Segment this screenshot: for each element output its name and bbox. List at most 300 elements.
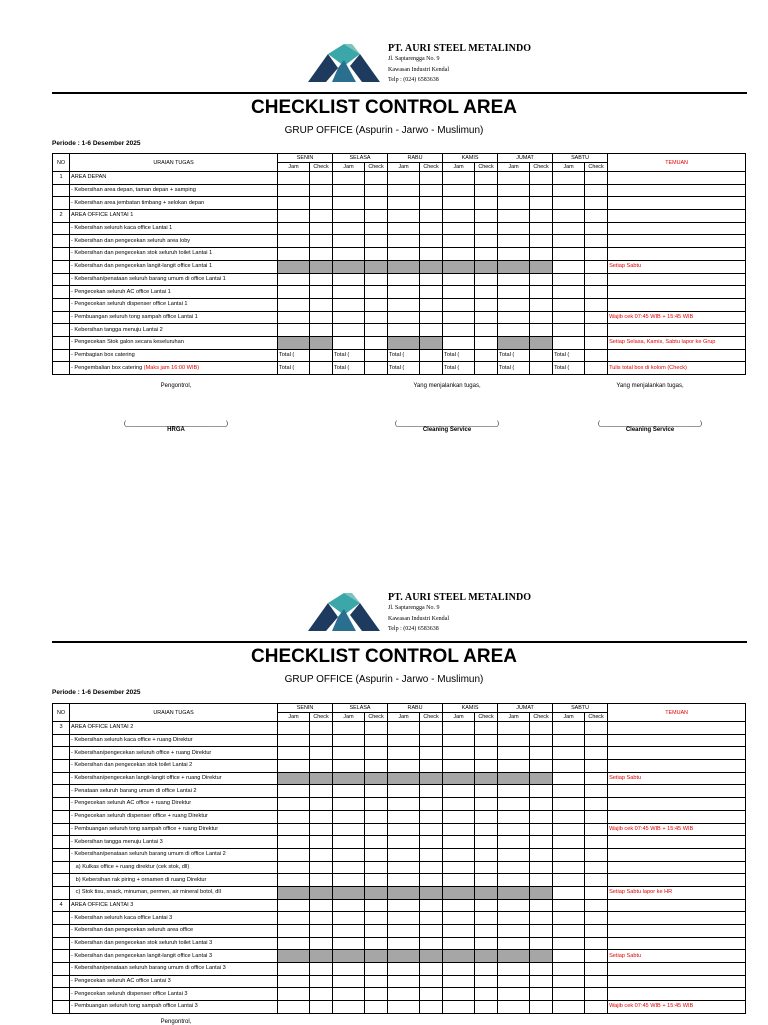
check-cell[interactable] bbox=[310, 286, 333, 299]
finding-cell[interactable] bbox=[608, 747, 746, 760]
check-cell[interactable] bbox=[530, 248, 553, 261]
check-cell[interactable] bbox=[530, 1001, 553, 1014]
check-cell[interactable] bbox=[585, 747, 608, 760]
finding-cell[interactable] bbox=[608, 836, 746, 849]
check-cell[interactable] bbox=[498, 963, 530, 976]
check-cell[interactable] bbox=[530, 848, 553, 861]
check-cell[interactable] bbox=[585, 785, 608, 798]
check-cell[interactable] bbox=[443, 298, 475, 311]
check-cell[interactable] bbox=[388, 273, 420, 286]
check-cell[interactable] bbox=[388, 734, 420, 747]
check-cell[interactable] bbox=[553, 848, 585, 861]
check-cell[interactable] bbox=[388, 1001, 420, 1014]
check-cell[interactable] bbox=[388, 988, 420, 1001]
finding-cell[interactable] bbox=[608, 874, 746, 887]
check-cell[interactable] bbox=[333, 184, 365, 197]
check-cell[interactable] bbox=[553, 886, 585, 899]
check-cell[interactable] bbox=[310, 222, 333, 235]
check-cell[interactable] bbox=[310, 988, 333, 1001]
check-cell[interactable] bbox=[498, 874, 530, 887]
finding-cell[interactable] bbox=[608, 248, 746, 261]
finding-cell[interactable] bbox=[608, 937, 746, 950]
check-cell[interactable] bbox=[443, 235, 475, 248]
finding-cell[interactable]: Tulis total box di kolom (Check) bbox=[608, 362, 746, 375]
check-cell[interactable] bbox=[585, 886, 608, 899]
check-cell[interactable] bbox=[310, 937, 333, 950]
check-cell[interactable] bbox=[530, 184, 553, 197]
check-cell[interactable] bbox=[310, 734, 333, 747]
finding-cell[interactable] bbox=[608, 975, 746, 988]
check-cell[interactable] bbox=[443, 823, 475, 836]
check-cell[interactable] bbox=[278, 298, 310, 311]
check-cell[interactable] bbox=[585, 861, 608, 874]
check-cell[interactable] bbox=[475, 798, 498, 811]
check-cell[interactable] bbox=[475, 222, 498, 235]
check-cell[interactable] bbox=[585, 772, 608, 785]
check-cell[interactable] bbox=[278, 963, 310, 976]
check-cell[interactable] bbox=[475, 899, 498, 912]
check-cell[interactable] bbox=[333, 722, 365, 735]
check-cell[interactable] bbox=[278, 861, 310, 874]
check-cell[interactable] bbox=[365, 874, 388, 887]
finding-cell[interactable] bbox=[608, 197, 746, 210]
check-cell[interactable] bbox=[498, 1001, 530, 1014]
finding-cell[interactable] bbox=[608, 988, 746, 1001]
check-cell[interactable] bbox=[475, 975, 498, 988]
check-cell[interactable] bbox=[475, 172, 498, 185]
check-cell[interactable] bbox=[498, 298, 530, 311]
check-cell[interactable] bbox=[553, 747, 585, 760]
check-cell[interactable] bbox=[475, 734, 498, 747]
check-cell[interactable] bbox=[585, 336, 608, 349]
check-cell[interactable] bbox=[475, 988, 498, 1001]
check-cell[interactable] bbox=[475, 747, 498, 760]
check-cell[interactable] bbox=[333, 848, 365, 861]
check-cell[interactable] bbox=[333, 975, 365, 988]
check-cell[interactable] bbox=[278, 798, 310, 811]
check-cell[interactable] bbox=[420, 963, 443, 976]
check-cell[interactable] bbox=[333, 222, 365, 235]
check-cell[interactable] bbox=[475, 785, 498, 798]
check-cell[interactable] bbox=[530, 324, 553, 337]
check-cell[interactable] bbox=[475, 912, 498, 925]
check-cell[interactable] bbox=[310, 874, 333, 887]
check-cell[interactable] bbox=[420, 734, 443, 747]
check-cell[interactable] bbox=[475, 1001, 498, 1014]
check-cell[interactable] bbox=[475, 324, 498, 337]
check-cell[interactable] bbox=[420, 760, 443, 773]
check-cell[interactable] bbox=[388, 975, 420, 988]
check-cell[interactable] bbox=[553, 336, 585, 349]
check-cell[interactable] bbox=[475, 248, 498, 261]
check-cell[interactable] bbox=[310, 836, 333, 849]
check-cell[interactable] bbox=[333, 925, 365, 938]
check-cell[interactable] bbox=[498, 798, 530, 811]
finding-cell[interactable]: Setiap Sabtu bbox=[608, 260, 746, 273]
check-cell[interactable] bbox=[388, 836, 420, 849]
check-cell[interactable] bbox=[278, 975, 310, 988]
check-cell[interactable] bbox=[530, 235, 553, 248]
check-cell[interactable] bbox=[443, 760, 475, 773]
check-cell[interactable] bbox=[553, 1001, 585, 1014]
check-cell[interactable] bbox=[553, 925, 585, 938]
check-cell[interactable] bbox=[475, 197, 498, 210]
check-cell[interactable] bbox=[585, 912, 608, 925]
check-cell[interactable] bbox=[420, 235, 443, 248]
check-cell[interactable] bbox=[443, 222, 475, 235]
check-cell[interactable] bbox=[310, 197, 333, 210]
check-cell[interactable] bbox=[420, 874, 443, 887]
check-cell[interactable] bbox=[585, 874, 608, 887]
check-cell[interactable] bbox=[498, 747, 530, 760]
check-cell[interactable] bbox=[388, 963, 420, 976]
check-cell[interactable] bbox=[333, 298, 365, 311]
check-cell[interactable] bbox=[388, 311, 420, 324]
check-cell[interactable] bbox=[530, 836, 553, 849]
finding-cell[interactable] bbox=[608, 925, 746, 938]
check-cell[interactable] bbox=[553, 324, 585, 337]
check-cell[interactable] bbox=[498, 912, 530, 925]
check-cell[interactable] bbox=[365, 286, 388, 299]
check-cell[interactable] bbox=[278, 210, 310, 223]
check-cell[interactable] bbox=[388, 760, 420, 773]
finding-cell[interactable] bbox=[608, 235, 746, 248]
check-cell[interactable] bbox=[278, 785, 310, 798]
check-cell[interactable] bbox=[388, 810, 420, 823]
check-cell[interactable] bbox=[443, 286, 475, 299]
check-cell[interactable] bbox=[365, 324, 388, 337]
check-cell[interactable] bbox=[333, 785, 365, 798]
check-cell[interactable] bbox=[530, 172, 553, 185]
check-cell[interactable] bbox=[388, 197, 420, 210]
check-cell[interactable] bbox=[553, 874, 585, 887]
check-cell[interactable] bbox=[443, 925, 475, 938]
check-cell[interactable] bbox=[333, 1001, 365, 1014]
check-cell[interactable] bbox=[420, 810, 443, 823]
check-cell[interactable] bbox=[585, 222, 608, 235]
check-cell[interactable] bbox=[278, 235, 310, 248]
total-cell[interactable]: Total ( bbox=[498, 362, 530, 375]
check-cell[interactable] bbox=[553, 248, 585, 261]
check-cell[interactable] bbox=[498, 988, 530, 1001]
check-cell[interactable] bbox=[310, 848, 333, 861]
check-cell[interactable] bbox=[310, 861, 333, 874]
check-cell[interactable] bbox=[388, 222, 420, 235]
check-cell[interactable] bbox=[443, 836, 475, 849]
check-cell[interactable] bbox=[443, 722, 475, 735]
check-cell[interactable] bbox=[553, 912, 585, 925]
check-cell[interactable] bbox=[498, 184, 530, 197]
check-cell[interactable] bbox=[365, 975, 388, 988]
check-cell[interactable] bbox=[530, 874, 553, 887]
check-cell[interactable] bbox=[365, 836, 388, 849]
check-cell[interactable] bbox=[365, 988, 388, 1001]
check-cell[interactable] bbox=[420, 286, 443, 299]
check-cell[interactable] bbox=[365, 298, 388, 311]
check-cell[interactable] bbox=[420, 184, 443, 197]
check-cell[interactable] bbox=[475, 362, 498, 375]
check-cell[interactable] bbox=[585, 298, 608, 311]
check-cell[interactable] bbox=[388, 210, 420, 223]
check-cell[interactable] bbox=[278, 937, 310, 950]
total-cell[interactable]: Total ( bbox=[443, 362, 475, 375]
check-cell[interactable] bbox=[310, 798, 333, 811]
check-cell[interactable] bbox=[278, 760, 310, 773]
check-cell[interactable] bbox=[585, 823, 608, 836]
check-cell[interactable] bbox=[530, 197, 553, 210]
finding-cell[interactable]: Wajib cek 07:45 WIB + 15:45 WIB bbox=[608, 311, 746, 324]
check-cell[interactable] bbox=[365, 798, 388, 811]
check-cell[interactable] bbox=[365, 222, 388, 235]
check-cell[interactable] bbox=[530, 785, 553, 798]
check-cell[interactable] bbox=[310, 324, 333, 337]
check-cell[interactable] bbox=[443, 810, 475, 823]
check-cell[interactable] bbox=[278, 848, 310, 861]
check-cell[interactable] bbox=[278, 197, 310, 210]
check-cell[interactable] bbox=[498, 925, 530, 938]
check-cell[interactable] bbox=[498, 286, 530, 299]
check-cell[interactable] bbox=[333, 988, 365, 1001]
check-cell[interactable] bbox=[585, 899, 608, 912]
check-cell[interactable] bbox=[420, 823, 443, 836]
check-cell[interactable] bbox=[553, 222, 585, 235]
check-cell[interactable] bbox=[553, 798, 585, 811]
check-cell[interactable] bbox=[475, 336, 498, 349]
check-cell[interactable] bbox=[365, 197, 388, 210]
check-cell[interactable] bbox=[278, 747, 310, 760]
check-cell[interactable] bbox=[278, 874, 310, 887]
check-cell[interactable] bbox=[530, 810, 553, 823]
finding-cell[interactable] bbox=[608, 848, 746, 861]
check-cell[interactable] bbox=[585, 172, 608, 185]
check-cell[interactable] bbox=[585, 836, 608, 849]
check-cell[interactable] bbox=[498, 734, 530, 747]
check-cell[interactable] bbox=[420, 197, 443, 210]
check-cell[interactable] bbox=[443, 172, 475, 185]
check-cell[interactable] bbox=[388, 248, 420, 261]
check-cell[interactable] bbox=[475, 925, 498, 938]
check-cell[interactable] bbox=[420, 298, 443, 311]
check-cell[interactable] bbox=[553, 273, 585, 286]
check-cell[interactable] bbox=[498, 197, 530, 210]
check-cell[interactable] bbox=[498, 785, 530, 798]
check-cell[interactable] bbox=[420, 722, 443, 735]
check-cell[interactable] bbox=[475, 286, 498, 299]
check-cell[interactable] bbox=[553, 937, 585, 950]
check-cell[interactable] bbox=[553, 210, 585, 223]
check-cell[interactable] bbox=[475, 184, 498, 197]
check-cell[interactable] bbox=[530, 963, 553, 976]
check-cell[interactable] bbox=[310, 925, 333, 938]
finding-cell[interactable]: Setiap Selasa, Kamis, Sabtu lapor ke Grup bbox=[608, 336, 746, 349]
total-cell[interactable]: Total ( bbox=[443, 349, 475, 362]
check-cell[interactable] bbox=[498, 210, 530, 223]
finding-cell[interactable] bbox=[608, 760, 746, 773]
check-cell[interactable] bbox=[585, 248, 608, 261]
check-cell[interactable] bbox=[388, 722, 420, 735]
check-cell[interactable] bbox=[475, 836, 498, 849]
check-cell[interactable] bbox=[530, 760, 553, 773]
check-cell[interactable] bbox=[365, 760, 388, 773]
check-cell[interactable] bbox=[475, 210, 498, 223]
check-cell[interactable] bbox=[388, 937, 420, 950]
check-cell[interactable] bbox=[388, 785, 420, 798]
finding-cell[interactable]: Setiap Sabtu lapor ke HR bbox=[608, 886, 746, 899]
check-cell[interactable] bbox=[310, 184, 333, 197]
check-cell[interactable] bbox=[278, 734, 310, 747]
check-cell[interactable] bbox=[333, 273, 365, 286]
finding-cell[interactable] bbox=[608, 172, 746, 185]
check-cell[interactable] bbox=[333, 810, 365, 823]
check-cell[interactable] bbox=[585, 273, 608, 286]
check-cell[interactable] bbox=[530, 298, 553, 311]
check-cell[interactable] bbox=[475, 760, 498, 773]
check-cell[interactable] bbox=[333, 248, 365, 261]
check-cell[interactable] bbox=[333, 874, 365, 887]
check-cell[interactable] bbox=[553, 722, 585, 735]
check-cell[interactable] bbox=[278, 311, 310, 324]
check-cell[interactable] bbox=[443, 899, 475, 912]
finding-cell[interactable] bbox=[608, 210, 746, 223]
check-cell[interactable] bbox=[530, 349, 553, 362]
check-cell[interactable] bbox=[278, 823, 310, 836]
total-cell[interactable]: Total ( bbox=[388, 362, 420, 375]
check-cell[interactable] bbox=[530, 222, 553, 235]
check-cell[interactable] bbox=[278, 222, 310, 235]
check-cell[interactable] bbox=[420, 975, 443, 988]
check-cell[interactable] bbox=[443, 988, 475, 1001]
check-cell[interactable] bbox=[420, 988, 443, 1001]
check-cell[interactable] bbox=[553, 197, 585, 210]
check-cell[interactable] bbox=[365, 184, 388, 197]
check-cell[interactable] bbox=[333, 197, 365, 210]
check-cell[interactable] bbox=[278, 1001, 310, 1014]
check-cell[interactable] bbox=[420, 798, 443, 811]
check-cell[interactable] bbox=[498, 722, 530, 735]
check-cell[interactable] bbox=[333, 172, 365, 185]
check-cell[interactable] bbox=[530, 286, 553, 299]
finding-cell[interactable] bbox=[608, 349, 746, 362]
check-cell[interactable] bbox=[585, 184, 608, 197]
check-cell[interactable] bbox=[310, 273, 333, 286]
check-cell[interactable] bbox=[585, 937, 608, 950]
total-cell[interactable]: Total ( bbox=[388, 349, 420, 362]
check-cell[interactable] bbox=[585, 362, 608, 375]
check-cell[interactable] bbox=[443, 184, 475, 197]
total-cell[interactable]: Total ( bbox=[333, 349, 365, 362]
check-cell[interactable] bbox=[278, 286, 310, 299]
check-cell[interactable] bbox=[585, 988, 608, 1001]
check-cell[interactable] bbox=[388, 899, 420, 912]
finding-cell[interactable]: Setiap Sabtu bbox=[608, 950, 746, 963]
total-cell[interactable]: Total ( bbox=[278, 362, 310, 375]
check-cell[interactable] bbox=[333, 324, 365, 337]
check-cell[interactable] bbox=[553, 286, 585, 299]
check-cell[interactable] bbox=[420, 848, 443, 861]
check-cell[interactable] bbox=[553, 760, 585, 773]
check-cell[interactable] bbox=[365, 210, 388, 223]
check-cell[interactable] bbox=[333, 235, 365, 248]
finding-cell[interactable] bbox=[608, 222, 746, 235]
check-cell[interactable] bbox=[310, 899, 333, 912]
check-cell[interactable] bbox=[443, 734, 475, 747]
check-cell[interactable] bbox=[388, 298, 420, 311]
check-cell[interactable] bbox=[310, 747, 333, 760]
check-cell[interactable] bbox=[443, 1001, 475, 1014]
check-cell[interactable] bbox=[443, 975, 475, 988]
total-cell[interactable]: Total ( bbox=[278, 349, 310, 362]
check-cell[interactable] bbox=[443, 861, 475, 874]
check-cell[interactable] bbox=[278, 912, 310, 925]
check-cell[interactable] bbox=[420, 324, 443, 337]
check-cell[interactable] bbox=[553, 172, 585, 185]
check-cell[interactable] bbox=[585, 260, 608, 273]
check-cell[interactable] bbox=[333, 912, 365, 925]
check-cell[interactable] bbox=[310, 235, 333, 248]
check-cell[interactable] bbox=[365, 172, 388, 185]
check-cell[interactable] bbox=[333, 836, 365, 849]
check-cell[interactable] bbox=[498, 222, 530, 235]
check-cell[interactable] bbox=[530, 861, 553, 874]
check-cell[interactable] bbox=[553, 963, 585, 976]
check-cell[interactable] bbox=[278, 248, 310, 261]
check-cell[interactable] bbox=[310, 963, 333, 976]
check-cell[interactable] bbox=[388, 235, 420, 248]
check-cell[interactable] bbox=[475, 848, 498, 861]
check-cell[interactable] bbox=[498, 810, 530, 823]
check-cell[interactable] bbox=[420, 222, 443, 235]
check-cell[interactable] bbox=[530, 210, 553, 223]
check-cell[interactable] bbox=[498, 760, 530, 773]
check-cell[interactable] bbox=[530, 722, 553, 735]
check-cell[interactable] bbox=[278, 273, 310, 286]
check-cell[interactable] bbox=[475, 937, 498, 950]
check-cell[interactable] bbox=[498, 311, 530, 324]
check-cell[interactable] bbox=[498, 823, 530, 836]
total-cell[interactable]: Total ( bbox=[333, 362, 365, 375]
check-cell[interactable] bbox=[553, 988, 585, 1001]
check-cell[interactable] bbox=[443, 747, 475, 760]
check-cell[interactable] bbox=[333, 937, 365, 950]
check-cell[interactable] bbox=[333, 336, 365, 349]
check-cell[interactable] bbox=[365, 747, 388, 760]
check-cell[interactable] bbox=[333, 747, 365, 760]
check-cell[interactable] bbox=[388, 823, 420, 836]
check-cell[interactable] bbox=[530, 975, 553, 988]
check-cell[interactable] bbox=[420, 912, 443, 925]
check-cell[interactable] bbox=[443, 874, 475, 887]
check-cell[interactable] bbox=[278, 899, 310, 912]
check-cell[interactable] bbox=[553, 836, 585, 849]
check-cell[interactable] bbox=[365, 722, 388, 735]
check-cell[interactable] bbox=[310, 172, 333, 185]
check-cell[interactable] bbox=[585, 235, 608, 248]
finding-cell[interactable] bbox=[608, 798, 746, 811]
check-cell[interactable] bbox=[420, 836, 443, 849]
check-cell[interactable] bbox=[585, 975, 608, 988]
check-cell[interactable] bbox=[310, 912, 333, 925]
check-cell[interactable] bbox=[498, 235, 530, 248]
check-cell[interactable] bbox=[333, 734, 365, 747]
check-cell[interactable] bbox=[365, 912, 388, 925]
check-cell[interactable] bbox=[475, 874, 498, 887]
check-cell[interactable] bbox=[310, 722, 333, 735]
check-cell[interactable] bbox=[498, 836, 530, 849]
check-cell[interactable] bbox=[585, 210, 608, 223]
check-cell[interactable] bbox=[585, 197, 608, 210]
check-cell[interactable] bbox=[388, 861, 420, 874]
check-cell[interactable] bbox=[310, 760, 333, 773]
